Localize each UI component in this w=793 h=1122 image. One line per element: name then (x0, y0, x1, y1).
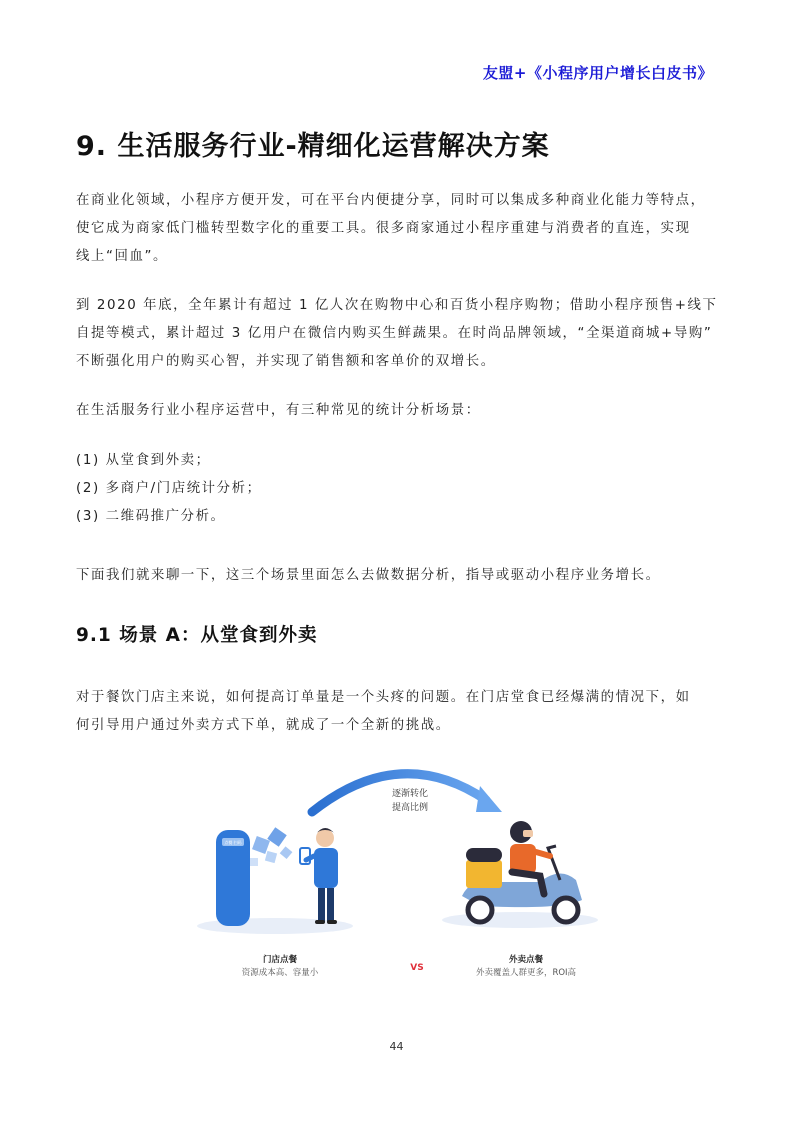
rear-wheel (468, 898, 492, 922)
takeaway-delivery-scene (442, 821, 598, 928)
person-body (314, 848, 338, 888)
list-item: (3) 二维码推广分析。 (76, 509, 226, 524)
scenario-list (76, 447, 718, 531)
book-title-header: 友盟+《小程序用户增长白皮书》 (482, 64, 713, 82)
subsection-paragraph-line: 对于餐饮门店主来说，如何提高订单量是一个头疼的问题。在门店堂食已经爆满的情况下，如 (76, 690, 691, 705)
delivery-box (466, 860, 502, 888)
paragraph-3-line: 在生活服务行业小程序运营中，有三种常见的统计分析场景： (76, 403, 481, 418)
paragraph-2 (76, 292, 718, 376)
list-item: (1) 从堂食到外卖； (76, 453, 211, 468)
paragraph-1-line: 在商业化领域，小程序方便开发，可在平台内便捷分享，同时可以集成多种商业化能力等特点， (76, 193, 706, 208)
section-title: 9. 生活服务行业-精细化运营解决方案 (76, 131, 550, 162)
vs-label: VS (410, 963, 424, 973)
subsection-title: 9.1 场景 A：从堂食到外卖 (76, 625, 318, 646)
page-number: 44 (389, 1040, 404, 1053)
right-title: 外卖点餐 (508, 955, 544, 965)
paragraph-1 (76, 187, 718, 271)
paragraph-1-line: 线上“回血”。 (76, 249, 169, 264)
right-subtitle: 外卖覆盖人群更多，ROI高 (475, 968, 577, 978)
store-ordering-scene (197, 827, 353, 934)
front-wheel (554, 898, 578, 922)
paragraph-1-line: 使它成为商家低门槛转型数字化的重要工具。很多商家通过小程序重建与消费者的直连，实现 (76, 221, 691, 236)
left-title: 门店点餐 (262, 955, 298, 965)
paragraph-4-line: 下面我们就来聊一下，这三个场景里面怎么去做数据分析，指导或驱动小程序业务增长。 (76, 568, 661, 583)
subsection-paragraph-line: 何引导用户通过外卖方式下单，就成了一个全新的挑战。 (76, 718, 451, 733)
dine-in-vs-takeaway-illustration (180, 760, 610, 990)
list-item: (2) 多商户/门店统计分析； (76, 481, 262, 496)
paragraph-2-line: 自提等模式，累计超过 3 亿用户在微信内购买生鲜蔬果。在时尚品牌领域，“全渠道商城+导购” (76, 326, 713, 341)
person-head (316, 829, 334, 847)
subsection-paragraph (76, 684, 718, 740)
paragraph-2-line: 到 2020 年底，全年累计有超过 1 亿人次在购物中心和百货小程序购物；借助小程序预售+线下 (76, 298, 718, 313)
arrow-label-2: 提高比例 (391, 803, 429, 813)
paragraph-2-line: 不断强化用户的购买心智，并实现了销售额和客单价的双增长。 (76, 354, 496, 369)
left-subtitle: 资源成本高、容量小 (241, 968, 319, 978)
arrow-label-1: 逐渐转化 (391, 789, 429, 799)
kiosk-text: 点餐 扫码 (224, 840, 242, 845)
paragraph-3 (76, 397, 718, 425)
arrow-head-icon (476, 786, 502, 812)
paragraph-4 (76, 562, 718, 590)
